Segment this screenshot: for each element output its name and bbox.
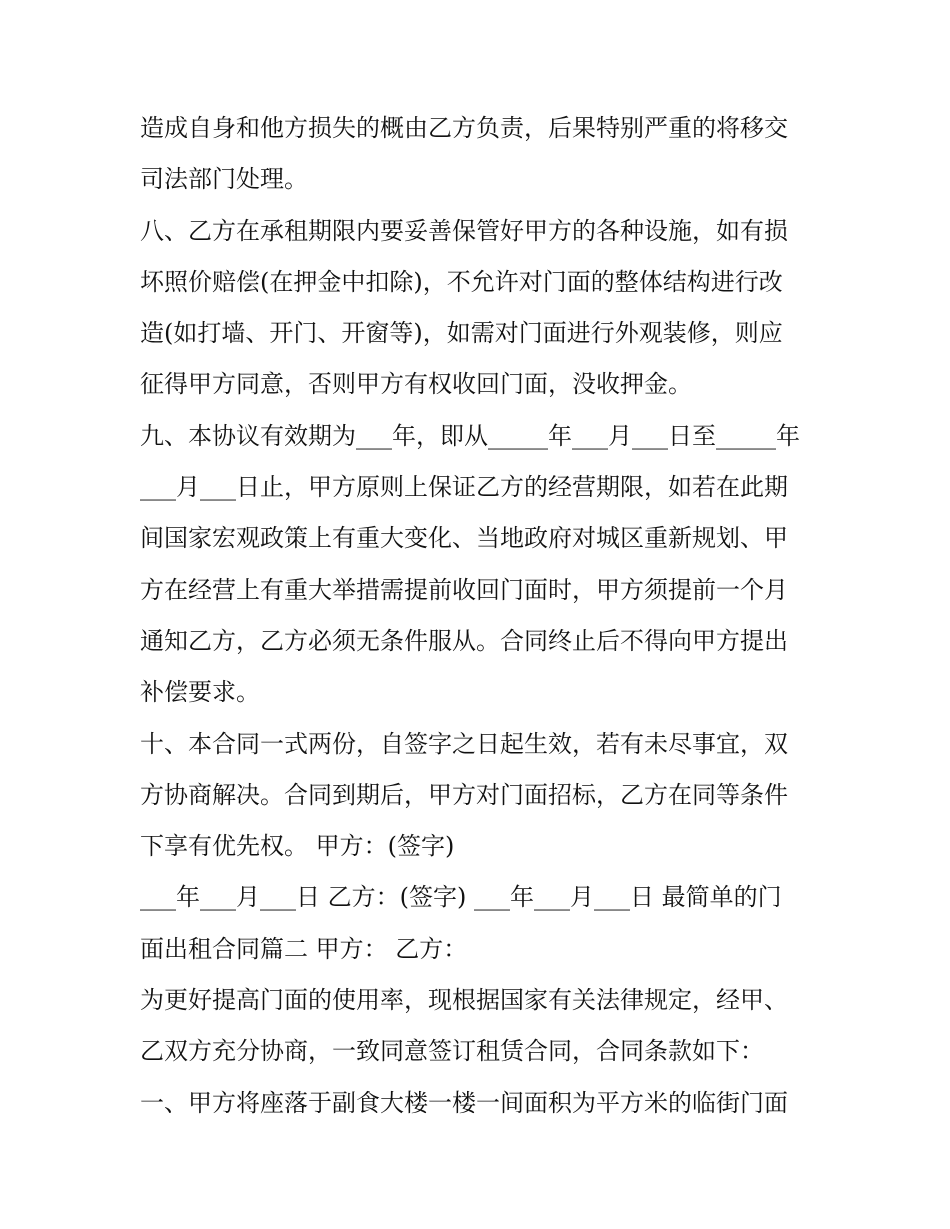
text-line: 九、本协议有效期为___年，即从_____年___月___日至_____年 xyxy=(140,421,800,450)
text-line: 方协商解决。合同到期后，甲方对门面招标，乙方在同等条件 xyxy=(140,780,788,809)
text-line: 通知乙方，乙方必须无条件服从。合同终止后不得向甲方提出 xyxy=(140,626,788,655)
text-line: 十、本合同一式两份，自签字之日起生效，若有未尽事宜，双 xyxy=(140,729,788,758)
text-line: 征得甲方同意，否则甲方有权收回门面，没收押金。 xyxy=(140,370,692,399)
text-line: 乙双方充分协商，一致同意签订租赁合同，合同条款如下： xyxy=(140,1037,764,1066)
text-line: 一、甲方将座落于副食大楼一楼一间面积为平方米的临街门面 xyxy=(140,1088,788,1117)
text-line: ___年___月___日 乙方：(签字) ___年___月___日 最简单的门 xyxy=(140,883,782,912)
text-line: ___月___日止，甲方原则上保证乙方的经营期限，如若在此期 xyxy=(140,473,788,502)
text-line: 方在经营上有重大举措需提前收回门面时，甲方须提前一个月 xyxy=(140,575,788,604)
text-line: 下享有优先权。 甲方：(签字) xyxy=(140,832,455,861)
text-line: 造(如打墙、开门、开窗等)，如需对门面进行外观装修，则应 xyxy=(140,319,783,348)
text-line: 司法部门处理。 xyxy=(140,165,308,194)
text-line: 面出租合同篇二 甲方： 乙方： xyxy=(140,934,468,963)
text-line: 坏照价赔偿(在押金中扣除)，不允许对门面的整体结构进行改 xyxy=(140,267,783,296)
text-line: 补偿要求。 xyxy=(140,678,260,707)
text-line: 间国家宏观政策上有重大变化、当地政府对城区重新规划、甲 xyxy=(140,524,788,553)
text-line: 八、乙方在承租期限内要妥善保管好甲方的各种设施，如有损 xyxy=(140,216,788,245)
document-body xyxy=(140,103,820,1129)
text-line: 为更好提高门面的使用率，现根据国家有关法律规定，经甲、 xyxy=(140,986,788,1015)
text-line: 造成自身和他方损失的概由乙方负责，后果特别严重的将移交 xyxy=(140,114,788,142)
